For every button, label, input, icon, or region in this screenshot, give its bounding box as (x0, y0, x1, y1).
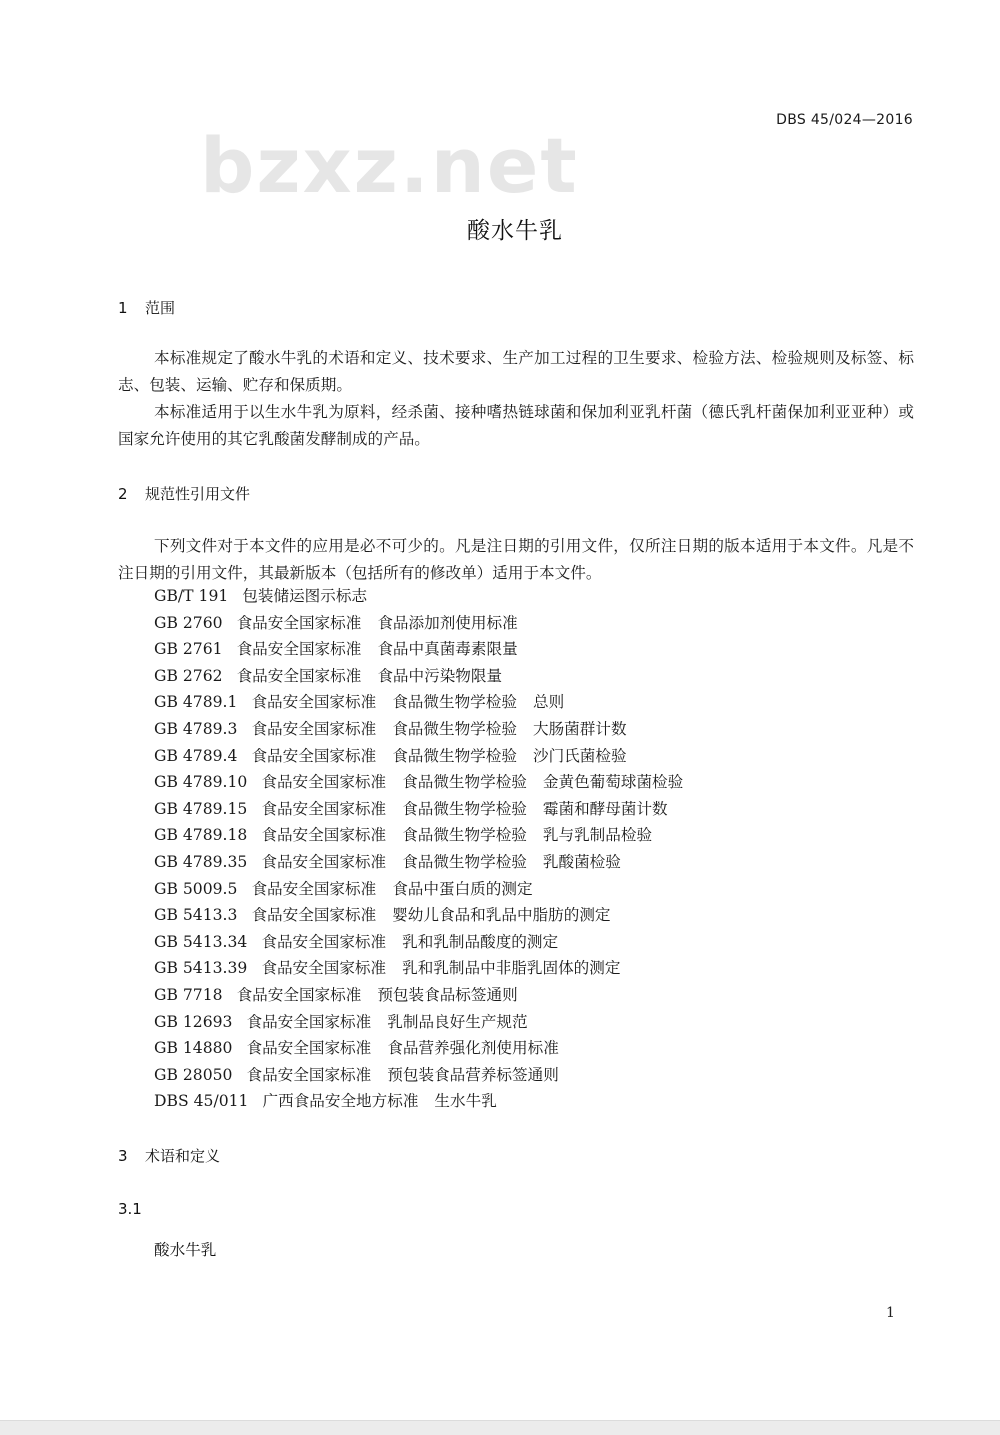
reference-title-part: 乳酸菌检验 (542, 852, 621, 871)
page-number: 1 (886, 1305, 895, 1321)
reference-title-part: 食品安全国家标准 (251, 719, 377, 738)
reference-code: GB 28050 (154, 1065, 233, 1084)
reference-title-part: 生水牛乳 (434, 1092, 497, 1111)
section-title: 范围 (145, 299, 176, 317)
reference-item (154, 663, 699, 690)
reference-title-part: 食品添加剂使用标准 (377, 613, 518, 632)
reference-title-part: 食品安全国家标准 (246, 1012, 372, 1031)
reference-title-part: 总则 (532, 693, 565, 712)
section-title: 规范性引用文件 (145, 485, 251, 503)
reference-title-part: 金黄色葡萄球菌检验 (542, 773, 684, 792)
reference-item (154, 929, 699, 956)
reference-title-part: 大肠菌群计数 (532, 719, 627, 738)
reference-code: GB 4789.35 (154, 852, 248, 871)
reference-item (154, 902, 699, 929)
reference-code: GB 4789.1 (154, 693, 238, 712)
reference-title-part: 食品微生物学检验 (392, 719, 517, 738)
section-heading-scope (118, 297, 175, 318)
reference-list (154, 583, 699, 1115)
reference-title-part: 食品安全国家标准 (246, 1065, 372, 1084)
reference-title-part: 婴幼儿食品和乳品中脂肪的测定 (392, 906, 611, 925)
reference-item (154, 796, 699, 823)
document-code: DBS 45/024—2016 (776, 112, 913, 128)
reference-title-part: 食品微生物学检验 (392, 693, 517, 712)
reference-title-part: 食品安全国家标准 (261, 773, 387, 792)
reference-item (154, 1009, 699, 1036)
reference-title-part: 食品安全国家标准 (251, 879, 377, 898)
reference-item (154, 689, 699, 716)
reference-code: GB 4789.4 (154, 746, 238, 765)
reference-title-part: 食品微生物学检验 (402, 852, 527, 871)
term-name: 酸水牛乳 (154, 1241, 217, 1259)
reference-code: GB 4789.15 (154, 799, 248, 818)
reference-code: GB 5413.39 (154, 959, 248, 978)
reference-title-part: 乳制品良好生产规范 (387, 1012, 528, 1031)
reference-title-part: 包装储运图示标志 (242, 587, 368, 605)
section-heading-references (118, 483, 250, 504)
reference-title-part: 食品安全国家标准 (261, 932, 387, 951)
reference-title-part: 食品中蛋白质的测定 (392, 879, 533, 898)
reference-item (154, 955, 699, 982)
reference-title-part: 食品安全国家标准 (236, 666, 362, 685)
reference-code: GB 2762 (154, 666, 223, 685)
reference-item (154, 610, 699, 637)
reference-title-part: 食品微生物学检验 (402, 773, 527, 792)
reference-item (154, 822, 699, 849)
reference-title-part: 食品安全国家标准 (251, 906, 377, 925)
reference-title-part: 食品安全国家标准 (251, 746, 377, 765)
reference-code: GB 2761 (154, 640, 223, 659)
reference-title-part: 食品微生物学检验 (402, 826, 527, 845)
document-title: 酸水牛乳 (467, 218, 563, 244)
reference-item (154, 769, 699, 796)
reference-title-part: 食品安全国家标准 (261, 852, 387, 871)
reference-title-part: 食品安全国家标准 (261, 799, 387, 818)
reference-code: GB 4789.18 (154, 826, 248, 845)
viewer-bottom-strip (0, 1420, 1000, 1435)
reference-title-part: 食品安全国家标准 (246, 1039, 372, 1058)
reference-item (154, 849, 699, 876)
reference-title-part: 乳与乳制品检验 (542, 826, 653, 845)
reference-code: GB/T 191 (154, 587, 229, 605)
section-number: 1 (118, 299, 128, 317)
reference-title-part: 食品中污染物限量 (377, 666, 503, 685)
section-number: 2 (118, 485, 128, 503)
reference-item (154, 716, 699, 743)
reference-code: GB 4789.10 (154, 773, 248, 792)
reference-title-part: 食品安全国家标准 (251, 693, 377, 712)
watermark: bzxz.net (200, 121, 579, 210)
section-title: 术语和定义 (145, 1147, 221, 1165)
reference-item (154, 982, 699, 1009)
reference-code: GB 5413.3 (154, 906, 238, 925)
reference-title-part: 食品微生物学检验 (392, 746, 517, 765)
reference-title-part: 食品安全国家标准 (236, 640, 362, 659)
reference-title-part: 食品微生物学检验 (402, 799, 527, 818)
scope-paragraph-1: 本标准规定了酸水牛乳的术语和定义、技术要求、生产加工过程的卫生要求、检验方法、检验规则及标签、标志、包装、运输、贮存和保质期。 (118, 349, 914, 394)
reference-title-part: 食品安全国家标准 (261, 826, 387, 845)
reference-title-part: 食品营养强化剂使用标准 (387, 1039, 559, 1058)
reference-code: GB 5009.5 (154, 879, 238, 898)
reference-title-part: 预包装食品标签通则 (377, 985, 518, 1004)
reference-code: DBS 45/011 (154, 1092, 249, 1111)
reference-title-part: 预包装食品营养标签通则 (387, 1065, 559, 1084)
reference-title-part: 食品安全国家标准 (236, 613, 362, 632)
reference-code: GB 2760 (154, 613, 223, 632)
reference-code: GB 7718 (154, 985, 223, 1004)
section-number: 3 (118, 1147, 128, 1165)
reference-item (154, 583, 699, 610)
reference-title-part: 食品安全国家标准 (261, 959, 387, 978)
reference-title-part: 乳和乳制品酸度的测定 (402, 932, 559, 951)
reference-title-part: 食品安全国家标准 (236, 985, 362, 1004)
reference-item (154, 876, 699, 903)
scope-paragraph-2: 本标准适用于以生水牛乳为原料，经杀菌、接种嗜热链球菌和保加利亚乳杆菌（德氏乳杆菌保加利亚亚种）或国家允许使用的其它乳酸菌发酵制成的产品。 (118, 403, 914, 448)
reference-title-part: 霉菌和酵母菌计数 (542, 799, 668, 818)
section-heading-terms (118, 1145, 220, 1166)
reference-item (154, 1035, 699, 1062)
reference-item (154, 1062, 699, 1089)
reference-item (154, 636, 699, 663)
references-intro: 下列文件对于本文件的应用是必不可少的。凡是注日期的引用文件，仅所注日期的版本适用于本文件。凡是不注日期的引用文件，其最新版本（包括所有的修改单）适用于本文件。 (118, 537, 914, 582)
reference-code: GB 4789.3 (154, 719, 238, 738)
reference-code: GB 14880 (154, 1039, 233, 1058)
reference-title-part: 乳和乳制品中非脂乳固体的测定 (402, 959, 621, 978)
reference-title-part: 广西食品安全地方标准 (262, 1092, 419, 1111)
reference-code: GB 5413.34 (154, 932, 248, 951)
subsection-number: 3.1 (118, 1200, 142, 1218)
reference-title-part: 食品中真菌毒素限量 (377, 640, 518, 659)
reference-code: GB 12693 (154, 1012, 233, 1031)
reference-item (154, 743, 699, 770)
reference-title-part: 沙门氏菌检验 (532, 746, 627, 765)
reference-item (154, 1088, 699, 1115)
